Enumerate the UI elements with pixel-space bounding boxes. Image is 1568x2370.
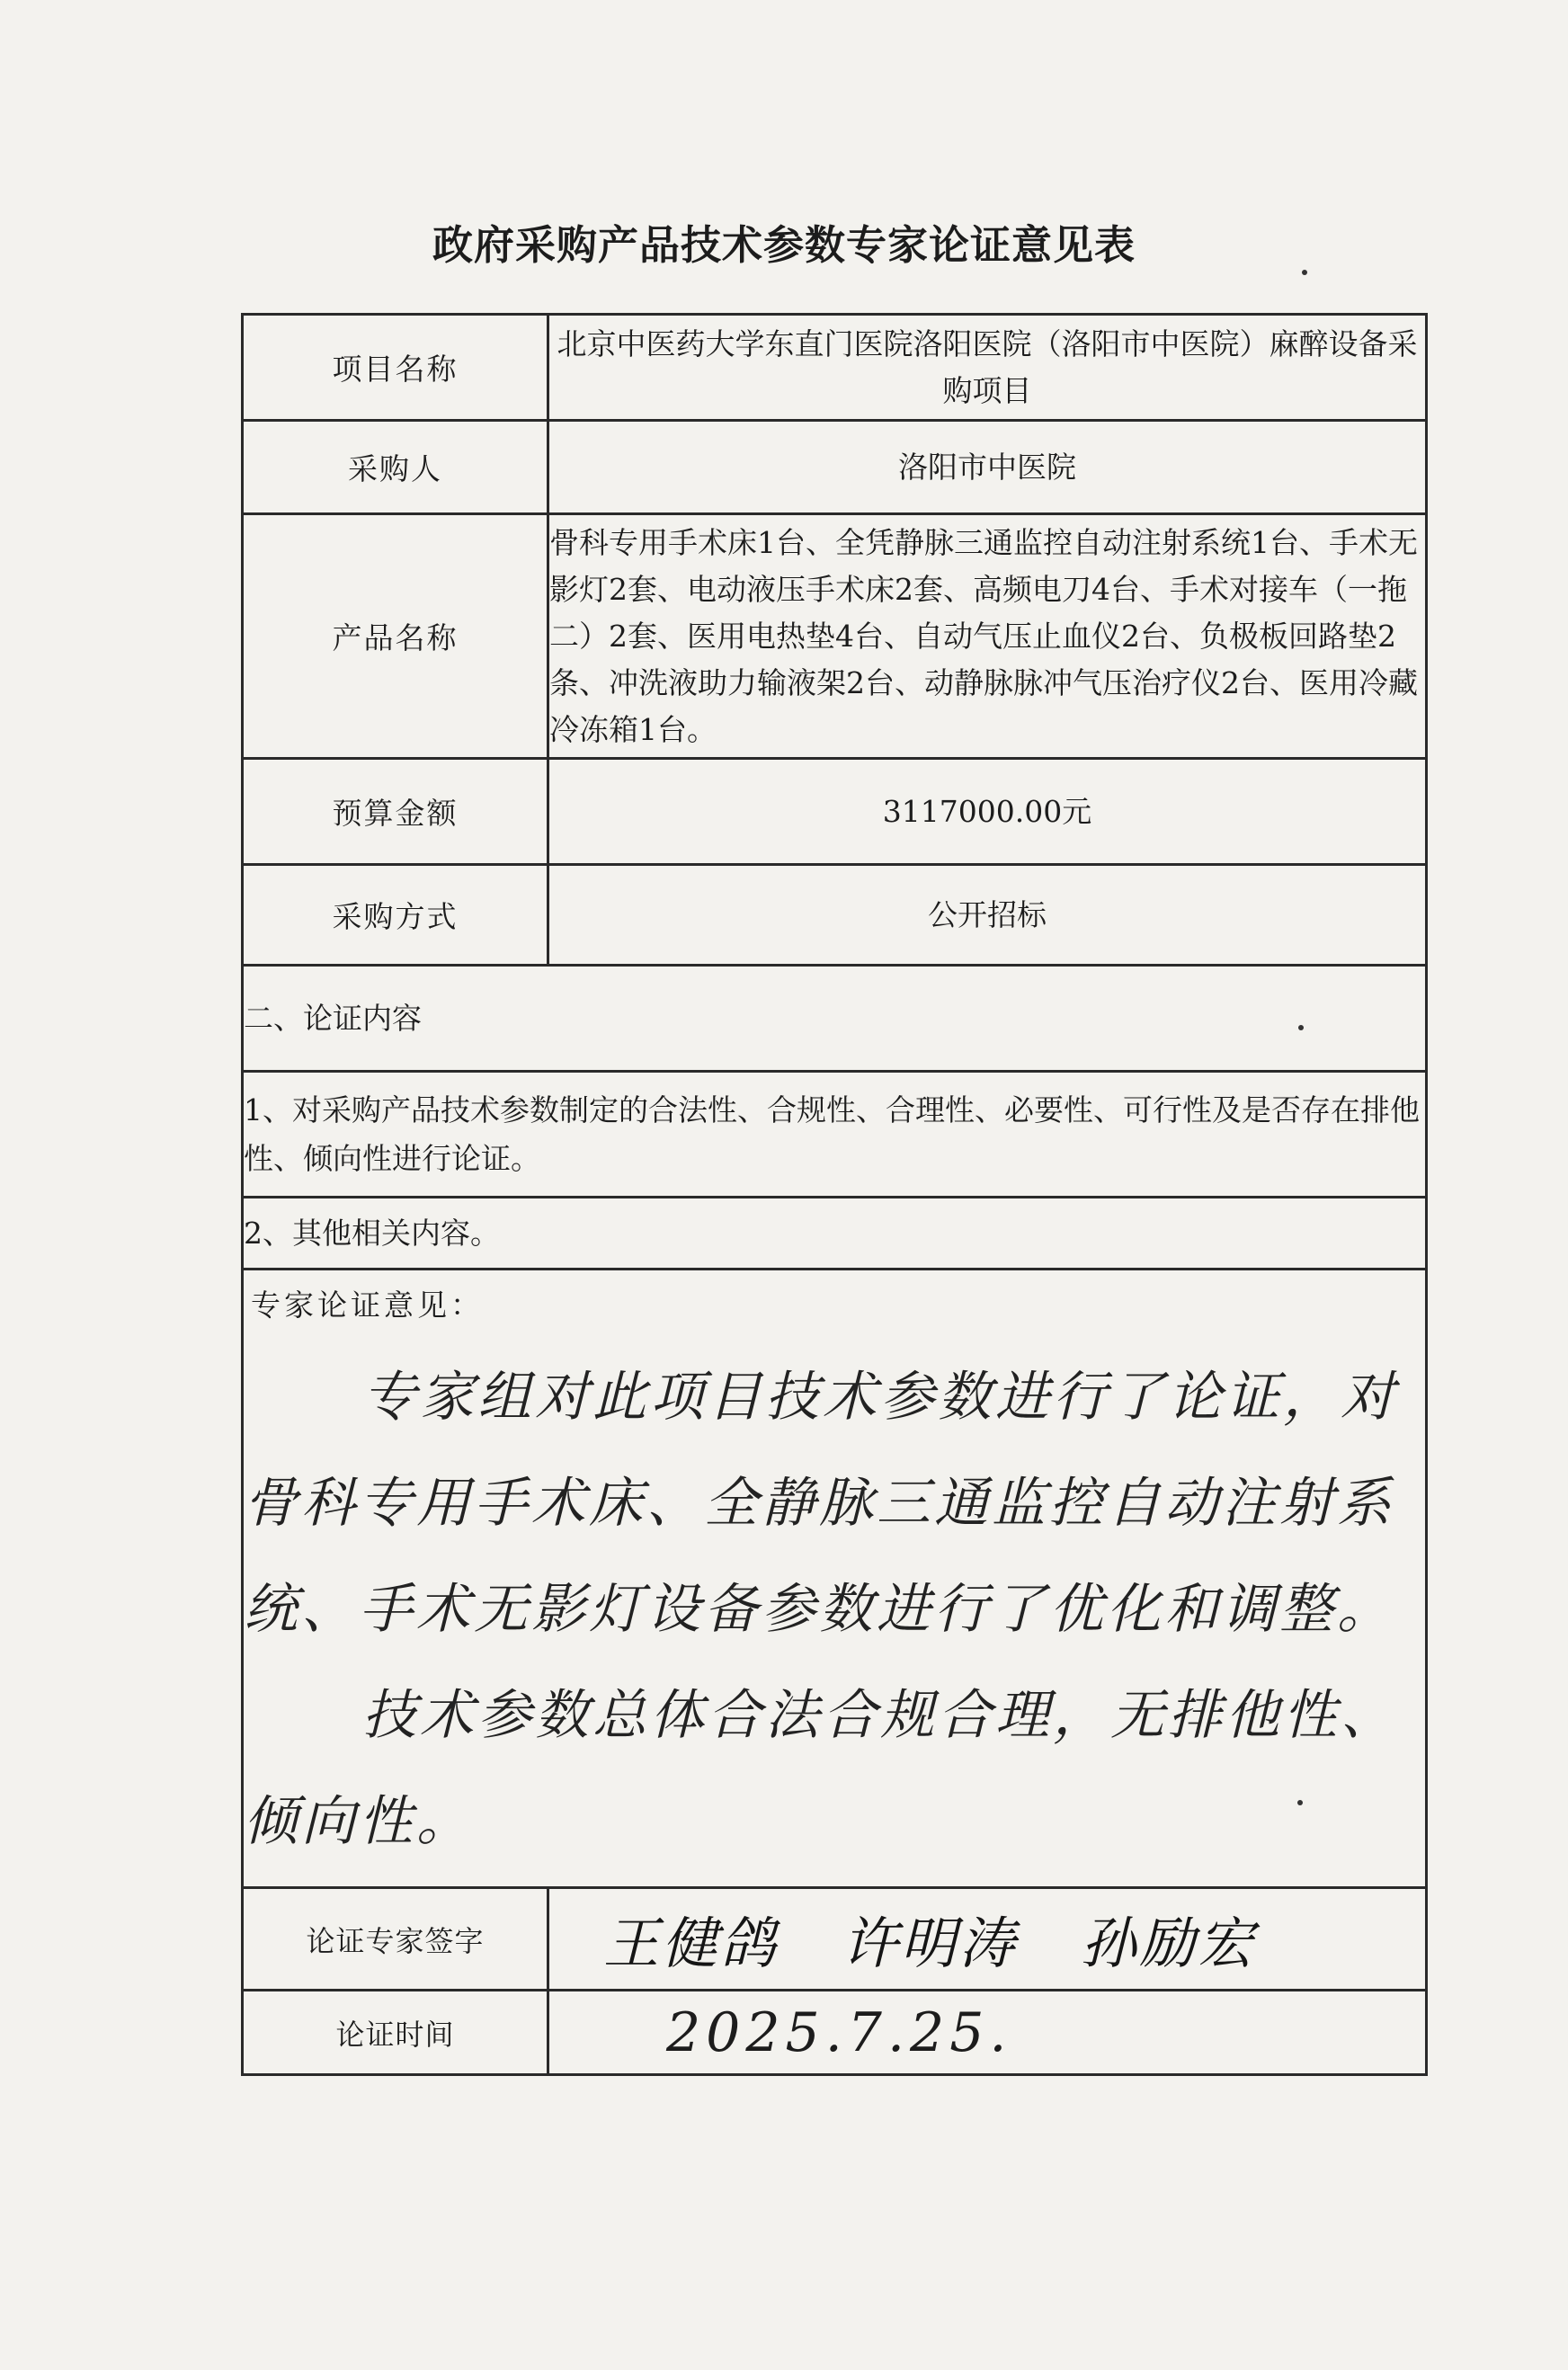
row-project-name — [243, 315, 1427, 421]
opinion-label: 专家论证意见： — [251, 1287, 484, 1323]
row-budget — [243, 759, 1427, 865]
row-method — [243, 865, 1427, 966]
opinion-paragraph-1: 专家组对此项目技术参数进行了论证，对骨科专用手术床、全静脉三通监控自动注射系统、手术无影灯设备参数进行了优化和调整。 — [244, 1366, 1398, 1641]
row-product-name — [243, 514, 1427, 759]
speck — [1298, 1025, 1304, 1030]
purchaser-label: 采购人 — [243, 421, 548, 514]
product-name-value: 骨科专用手术床1台、全凭静脉三通监控自动注射系统1台、手术无影灯2套、电动液压手术床2套、高频电刀4台、手术对接车（一拖二）2套、医用电热垫4台、自动气压止血仪2台、负极板回路垫2条、冲洗液助力输液架2台、动静脉脉冲气压治疗仪2台、医用冷藏冷冻箱1台。 — [548, 514, 1427, 759]
section-heading: 二、论证内容 — [243, 966, 1427, 1072]
project-name-label: 项目名称 — [243, 315, 548, 421]
signature-1: 王健鸽 — [603, 1911, 780, 1976]
method-value: 公开招标 — [548, 865, 1427, 966]
purchaser-value: 洛阳市中医院 — [548, 421, 1427, 514]
page-title: 政府采购产品技术参数专家论证意见表 — [432, 221, 1136, 269]
opinion-form-table — [241, 313, 1428, 2076]
opinion-paragraph-2: 技术参数总体合法合规合理，无排他性、倾向性。 — [244, 1684, 1398, 1853]
speck — [1302, 270, 1307, 275]
row-section-heading — [243, 966, 1427, 1072]
row-purchaser — [243, 421, 1427, 514]
row-date — [243, 1991, 1427, 2075]
signature-3: 孙励宏 — [1081, 1911, 1257, 1976]
date-value: 2025.7.25. — [666, 2000, 1012, 2064]
row-section-item1 — [243, 1072, 1427, 1198]
date-label: 论证时间 — [243, 1991, 548, 2075]
row-section-item2 — [243, 1198, 1427, 1270]
date-cell — [548, 1991, 1427, 2075]
signature-label: 论证专家签字 — [243, 1888, 548, 1991]
row-opinion — [243, 1270, 1427, 1888]
row-signature — [243, 1888, 1427, 1991]
handwritten-opinion — [244, 1344, 1425, 1875]
budget-label: 预算金额 — [243, 759, 548, 865]
product-name-label: 产品名称 — [243, 514, 548, 759]
method-label: 采购方式 — [243, 865, 548, 966]
signature-2: 许明涛 — [842, 1911, 1018, 1976]
signature-cell — [548, 1888, 1427, 1991]
budget-value: 3117000.00元 — [548, 759, 1427, 865]
speck — [1297, 1800, 1303, 1805]
project-name-value: 北京中医药大学东直门医院洛阳医院（洛阳市中医院）麻醉设备采购项目 — [548, 315, 1427, 421]
section-item-1: 1、对采购产品技术参数制定的合法性、合规性、合理性、必要性、可行性及是否存在排他性、倾向性进行论证。 — [243, 1072, 1427, 1198]
expert-opinion-cell — [243, 1270, 1427, 1888]
section-item-2: 2、其他相关内容。 — [243, 1198, 1427, 1270]
